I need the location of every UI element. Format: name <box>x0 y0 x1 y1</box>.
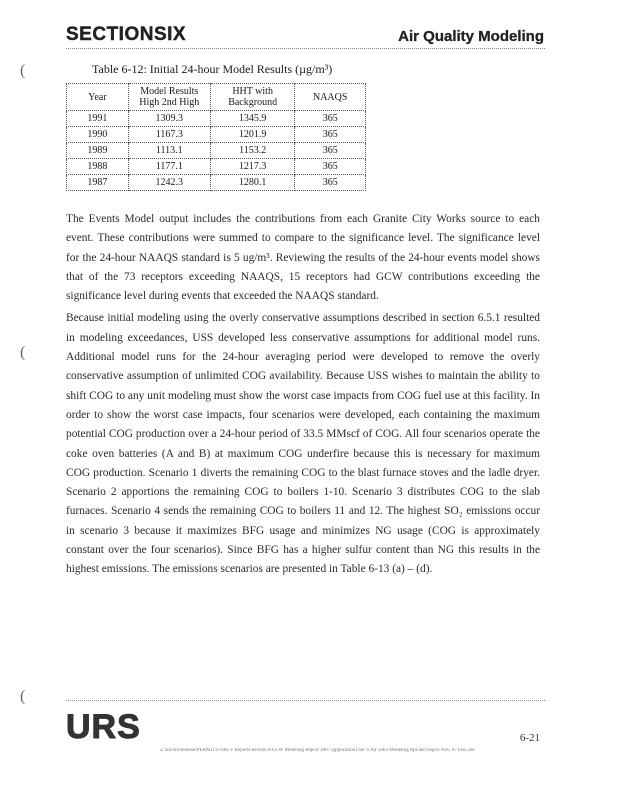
table-cell: 365 <box>295 127 366 143</box>
table-cell: 1280.1 <box>210 175 295 191</box>
table-cell: 1987 <box>67 175 129 191</box>
margin-bracket-mark: ( <box>20 62 26 79</box>
footer-divider <box>66 700 545 701</box>
table-cell: 1990 <box>67 127 129 143</box>
table-row <box>67 143 366 159</box>
table-cell: 1988 <box>67 159 129 175</box>
table-cell: 1345.9 <box>210 111 295 127</box>
table-row <box>67 111 366 127</box>
table-cell: 1217.3 <box>210 159 295 175</box>
table-row <box>67 127 366 143</box>
column-header-year: Year <box>67 84 129 111</box>
table-cell: 365 <box>295 143 366 159</box>
table-cell: 1167.3 <box>128 127 210 143</box>
column-header-naaqs: NAAQS <box>295 84 366 111</box>
model-results-table <box>66 83 366 191</box>
section-topic: Air Quality Modeling <box>398 28 544 45</box>
table-cell: 1989 <box>67 143 129 159</box>
document-file-path: Z:\Environmental\PERMITS\Title V Reports\Section 6\GCW Modeling Report 2007 (application) Sec 6 Air 2003 Modeling Rpt.doc\Sept.6 Nov. 07 Elec.doc <box>160 748 476 753</box>
table-cell: 1242.3 <box>128 175 210 191</box>
table-cell: 365 <box>295 111 366 127</box>
table-row <box>67 175 366 191</box>
table-cell: 1201.9 <box>210 127 295 143</box>
page-number: 6-21 <box>519 732 540 744</box>
table-cell: 1309.3 <box>128 111 210 127</box>
paragraph-scenarios: Because initial modeling using the overly conservative assumptions described in section 6.5.1 resulted in modeling exceedances, USS developed less conservative assumptions for additional model runs. Additional model runs for the 24-hour averaging period were developed to remove the overly conservative assumption of unlimited COG availability. Because USS wishes to maintain the ability to shift COG to any unit modeling must show the worst case impacts from COG fuel use at this facility. In order to show the worst case impacts, four scenarios were developed, each containing the maximum potential COG production over a 24-hour period of 33.5 MMscf of COG. All four scenarios operate the coke oven batteries (A and B) at maximum COG underfire because this is necessary for maximum COG production. Scenario 1 diverts the remaining COG to the blast furnace stoves and the ladle dryer. Scenario 2 apportions the remaining COG to boilers 1-10. Scenario 3 distributes COG to the slab furnaces. Scenario 4 sends the remaining COG to boilers 11 and 12. The highest SO₂ emissions occur in scenario 3 because it maximizes BFG usage and minimizes NG usage (COG is approximately constant over the four scenarios). Since BFG has a higher sulfur content than NG this results in the highest emissions. The emissions scenarios are presented in Table 6-13 (a) – (d). <box>66 312 540 576</box>
margin-bracket-mark: ( <box>20 688 26 705</box>
column-header-hht-background: HHT with Background <box>210 84 295 111</box>
column-header-model-results: Model Results High 2nd High <box>128 84 210 111</box>
table-cell: 1113.1 <box>128 143 210 159</box>
urs-logo: URS <box>66 708 141 746</box>
margin-bracket-mark: ( <box>20 344 26 361</box>
table-caption: Table 6-12: Initial 24-hour Model Results (µg/m³) <box>92 62 333 76</box>
header-divider <box>66 48 545 49</box>
table-row <box>67 159 366 175</box>
paragraph-events-model: The Events Model output includes the contributions from each Granite City Works source to each event. These contributions were summed to compare to the significance level. The significance level for the 24-hour NAAQS standard is 5 ug/m³. Reviewing the results of the 24-hour events model shows that of the 73 receptors exceeding NAAQS, 15 receptors had GCW contributions exceeding the significance level during events that exceeded the NAAQS standard. <box>66 213 540 303</box>
table-cell: 365 <box>295 175 366 191</box>
table-cell: 365 <box>295 159 366 175</box>
table-header-row <box>67 84 366 111</box>
table-cell: 1153.2 <box>210 143 295 159</box>
body-text <box>66 210 540 583</box>
table-cell: 1177.1 <box>128 159 210 175</box>
section-title: SECTIONSIX <box>66 24 187 45</box>
table-cell: 1991 <box>67 111 129 127</box>
